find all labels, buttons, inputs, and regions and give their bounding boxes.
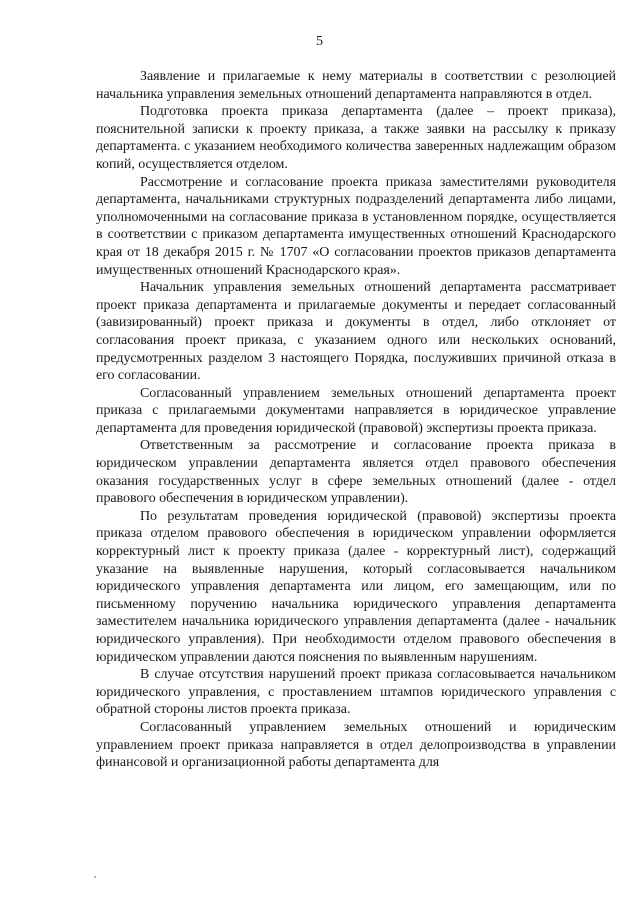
paragraph-no-violations: В случае отсутствия нарушений проект приказа согласовывается начальником юридического управления, с проставлением штампов юридического управления с обратной стороны листов проекта приказа. bbox=[96, 667, 616, 718]
paragraph-review-approval: Рассмотрение и согласование проекта приказа заместителями руководителя департамента, начальниками структурных подразделений департамента либо лицами, уполномоченными на согласование приказа в установленном порядке, осуществляется в соответствии с приказом департамента имущественных отношений Краснодарского края от 18 декабря 2015 г. № 1707 «О согласовании проектов приказов департамента имущественных отношений Краснодарского края». bbox=[96, 174, 616, 278]
scan-speck bbox=[94, 876, 96, 878]
paragraph-application-materials: Заявление и прилагаемые к нему материалы в соответствии с резолюцией начальника управления земельных отношений департамента направляются в отдел. bbox=[96, 69, 616, 102]
paragraph-responsible-unit: Ответственным за рассмотрение и согласование проекта приказа в юридическом управлении департамента является отдел правового обеспечения оказания государственных услуг в сфере земельных отношений (далее - отдел правового обеспечения в юридическом управлении). bbox=[96, 438, 616, 507]
document-body bbox=[96, 68, 616, 772]
paragraph-head-of-land-department: Начальник управления земельных отношений департамента рассматривает проект приказа департамента и прилагаемые документы и передает согласованный (завизированный) проект приказа и документы в отдел, либо отклоняет от согласования проект приказа, с указанием одного или нескольких оснований, предусмотренных разделом 3 настоящего Порядка, послуживших причиной отказа в его согласовании. bbox=[96, 280, 616, 384]
paragraph-records-office: Согласованный управлением земельных отношений и юридическим управлением проект приказа направляется в отдел делопроизводства в управлении финансовой и организационной работы департамента для bbox=[96, 719, 616, 771]
paragraph-legal-department-referral: Согласованный управлением земельных отношений департамента проект приказа с прилагаемыми документами направляется в юридическое управление департамента для проведения юридической (правовой) экспертизы проекта приказа. bbox=[96, 385, 616, 436]
page-number: 5 bbox=[316, 34, 323, 49]
paragraph-order-preparation: Подготовка проекта приказа департамента (далее – проект приказа), пояснительной записки к проекту приказа, а также заявки на рассылку к приказу департамента. с указанием необходимого количества заверенных надлежащим образом копий, осуществляется отделом. bbox=[96, 104, 616, 172]
paragraph-legal-expertise-results: По результатам проведения юридической (правовой) экспертизы проекта приказа отделом правового обеспечения в юридическом управлении оформляется корректурный лист к проекту приказа (далее - корректурный лист), содержащий указание на выявленные нарушения, который согласовывается начальником юридического управления департамента или лицом, его замещающим, или по письменному поручению начальника юридического управления департамента заместителем начальника юридического управления департамента (далее - начальник юридического управления). При необходимости отделом правового обеспечения в юридическом управлении даются пояснения по выявленным нарушениям. bbox=[96, 508, 616, 665]
